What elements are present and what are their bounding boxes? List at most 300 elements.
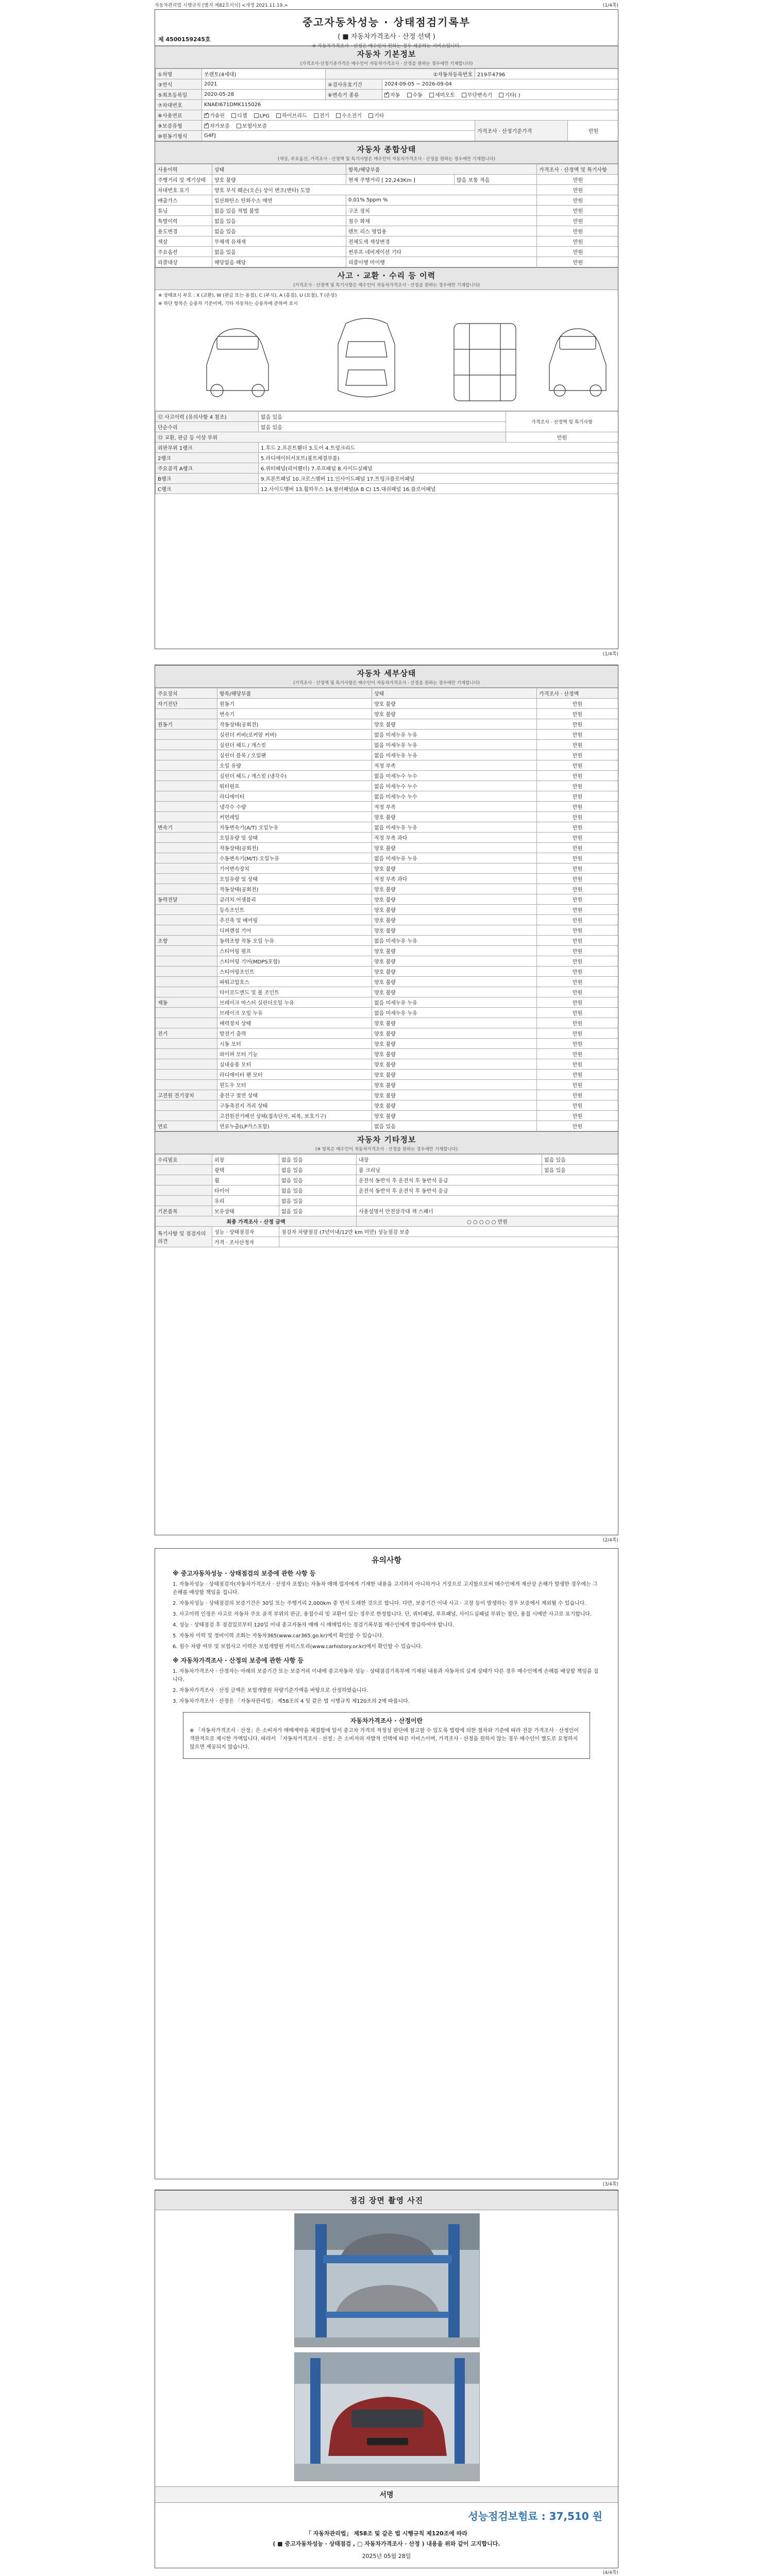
trans-opt-semi: 세미오토	[435, 93, 455, 98]
table-row	[156, 709, 618, 719]
detail-cell-state: 양호 불량	[372, 699, 537, 709]
detail-cell-price: 만원	[537, 750, 618, 760]
detail-cell-price: 만원	[537, 1008, 618, 1018]
checkbox-icon	[237, 124, 241, 128]
table-row	[156, 946, 618, 956]
general-state-table	[155, 164, 618, 267]
detail-cell-dev	[156, 781, 217, 791]
notice-title: 유의사항	[372, 1555, 401, 1565]
trans-opt-other: 기타( )	[505, 93, 520, 98]
detail-cell-state: 적정 부족 과다	[372, 874, 537, 884]
detail-cell-part: 와이퍼 모터 기능	[217, 1049, 372, 1059]
detail-cell-part: 실린더 블록 / 오일팬	[217, 750, 372, 760]
page-indicator: (1/4쪽)	[602, 3, 618, 8]
detail-state-note: (가격조사 · 산정액 및 특기사항은 매수인이 자동차가격조사 · 산정을 원하는 경우에만 기재합니다)	[293, 681, 480, 686]
photos-header	[155, 2190, 618, 2210]
detail-cell-state: 없음 미세누유 누유	[372, 936, 537, 946]
table-row: 특별이력 없음 있음 침수 화재 만원	[156, 216, 619, 226]
photos-title: 점검 장면 촬영 사진	[349, 2196, 424, 2205]
car-rear-view-icon	[549, 329, 606, 396]
table-row	[156, 956, 618, 967]
detail-cell-state: 적정 부족 과다	[372, 833, 537, 843]
table-row: 색상 무채색 유채색 전체도색 색상변경 만원	[156, 236, 619, 247]
page-number: (3/4쪽)	[602, 2182, 618, 2187]
table-row	[156, 905, 618, 915]
warranty-opt: 자가보증	[210, 124, 230, 129]
table-row: 외판부위 1랭크 1.후드 2.프론트휀더 3.도어 4.트렁크리드	[156, 443, 618, 453]
detail-cell-price: 만원	[537, 1111, 618, 1121]
form-header-bar	[155, 0, 618, 9]
reg-no-value: 219루4796	[475, 69, 619, 79]
detail-cell-part: 동력조향 작동 오일 누유	[217, 936, 372, 946]
reg-no-label: ②자동차등록번호	[326, 69, 475, 79]
checkbox-icon	[384, 93, 389, 97]
table-row	[156, 750, 618, 760]
document-title: 중고자동차성능 · 상태점검기록부	[302, 16, 470, 28]
notice-paragraph: 1. 자동차가격조사 · 산정자는 아래의 보증기간 또는 보증거리 이내에 중고자동차 성능 · 상태점검기록부에 기재된 내용과 자동차의 실제 상태가 다른 경우 매수인에게 손해를 배상할 책임을 집니다.	[173, 1669, 599, 1683]
col-part: 항목/해당부품	[217, 688, 372, 699]
detail-cell-price: 만원	[537, 1080, 618, 1090]
detail-cell-part: 작동상태(공회전)	[217, 884, 372, 894]
table-row	[156, 987, 618, 997]
detail-cell-part: 충전구 절연 상태	[217, 1090, 372, 1100]
detail-cell-part: 변속기	[217, 709, 372, 719]
detail-cell-part: 추진축 및 베어링	[217, 915, 372, 925]
price-basis-label: 가격조사 · 산정기준가격	[475, 121, 568, 141]
detail-cell-price: 만원	[537, 1049, 618, 1059]
table-row: 주요옵션 없음 있음 썬루프 네비게이션 기타 만원	[156, 247, 619, 257]
fuel-opt: 전기	[319, 113, 330, 119]
detail-cell-part: 수동변속기(M/T) 오일누유	[217, 853, 372, 863]
notice-paragraph: 2. 자동차성능 · 상태점검의 보증기간은 30일 또는 주행거리 2,000km 중 먼저 도래한 것으로 합니다. 다만, 보증기간 이내 사고 · 고장 등이 발생하는 경우 보증에서 제외될 수 있습니다.	[173, 1601, 586, 1606]
detail-cell-dev: 동력전달	[156, 894, 217, 905]
detail-cell-part: 스티어링 기어(MDPS포함)	[217, 956, 372, 967]
table-row: 리콜대상 해당없음 해당 리콜이행 미이행 만원	[156, 257, 619, 267]
detail-cell-price: 만원	[537, 894, 618, 905]
detail-cell-dev	[156, 853, 217, 863]
car-top-view-icon	[338, 318, 395, 397]
vin-value: KNAEI671DMK115026	[202, 100, 619, 110]
detail-cell-part: 시동 모터	[217, 1039, 372, 1049]
detail-cell-dev: 원동기	[156, 719, 217, 730]
inspection-photo-2	[294, 2352, 480, 2481]
table-row: 주요골격 A랭크 6.쿼터패널(리어휀더) 7.루프패널 8.사이드실패널	[156, 463, 618, 473]
detail-cell-dev	[156, 956, 217, 967]
detail-state-table	[155, 688, 618, 1131]
detail-cell-part: 디퍼렌셜 기어	[217, 925, 372, 936]
page-4	[155, 2190, 618, 2568]
detail-cell-state: 적정 부족	[372, 760, 537, 771]
detail-cell-price: 만원	[537, 997, 618, 1008]
detail-cell-price: 만원	[537, 863, 618, 874]
detail-cell-state: 양호 불량	[372, 1018, 537, 1028]
detail-cell-state: 적정 부족	[372, 802, 537, 812]
detail-cell-part: 브레이크 오일 누유	[217, 1008, 372, 1018]
detail-cell-dev	[156, 1059, 217, 1070]
fuel-opt: LPG	[259, 113, 270, 119]
table-row: 수리필요 외장 없음 있음 내장 없음 있음	[156, 1155, 618, 1165]
table-row	[156, 884, 618, 894]
accident-history-title: 사고 · 교환 · 수리 등 이력	[337, 271, 436, 280]
checkbox-icon	[204, 113, 209, 118]
detail-cell-part: 원동기	[217, 699, 372, 709]
detail-cell-dev: 고전원 전기장치	[156, 1090, 217, 1100]
detail-cell-price: 만원	[537, 1090, 618, 1100]
page-3	[155, 1548, 618, 2179]
detail-cell-part: 오일유량 및 상태	[217, 874, 372, 884]
inspector-label: 성능 · 상태점검자	[212, 1227, 279, 1237]
detail-cell-dev	[156, 987, 217, 997]
detail-cell-part: 작동상태(공회전)	[217, 843, 372, 853]
detail-cell-state: 양호 불량	[372, 1100, 537, 1111]
checkbox-icon	[336, 113, 341, 118]
detail-cell-price: 만원	[537, 1059, 618, 1070]
document-note: ※ 자동차가격조사 · 산정은 매수인이 원하는 경우 제공하는 서비스입니다.	[312, 44, 461, 49]
car-lift-photo-icon	[295, 2214, 480, 2347]
detail-cell-price: 만원	[537, 956, 618, 967]
detail-cell-part: 연료누출(LP가스포함)	[217, 1121, 372, 1131]
detail-cell-state: 양호 불량	[372, 967, 537, 977]
vin-label: ⑦차대번호	[156, 100, 202, 110]
basic-info-title: 자동차 기본정보	[357, 49, 416, 59]
detail-cell-dev	[156, 884, 217, 894]
detail-cell-dev	[156, 1049, 217, 1059]
detail-cell-part: 오일유량 및 상태	[217, 833, 372, 843]
engine-label: ⑩원동기형식	[156, 131, 202, 141]
table-row	[156, 1070, 618, 1080]
notice-paragraph: 1. 자동차성능 · 상태점검자(자동차가격조사 · 산정자 포함)는 자동차 매매 업자에게 기재한 내용을 고지하지 아니하거나 거짓으로 고지함으로써 매수인에게 재산상 손해가 발생한 경우에는 그 손해를 배상할 책임을 집니다.	[173, 1582, 598, 1596]
detail-cell-state: 양호 불량	[372, 977, 537, 987]
detail-cell-price: 만원	[537, 1039, 618, 1049]
document-subtitle: ( ■ 자동차가격조사 · 산정 선택 )	[338, 33, 435, 41]
table-row	[156, 925, 618, 936]
col-device: 주요장치	[156, 688, 217, 699]
detail-cell-state: 양호 불량	[372, 1049, 537, 1059]
table-row	[156, 997, 618, 1008]
table-row	[156, 791, 618, 802]
notice-paragraph: 4. 성능 · 상태점검 후 점검일로부터 120일 이내 중고자동차 매매 시 매매업자는 점검기록부를 매수인에게 발급하여야 합니다.	[173, 1622, 455, 1628]
notice-subtitle-1: ※ 중고자동차성능 · 상태점검의 보증에 관한 사항 등	[173, 1570, 316, 1577]
detail-cell-dev	[156, 874, 217, 884]
checkbox-icon	[499, 93, 503, 97]
detail-cell-dev	[156, 977, 217, 987]
detail-cell-state: 없음 미세누유 누유	[372, 997, 537, 1008]
detail-cell-part: 작동상태(공회전)	[217, 719, 372, 730]
detail-cell-state: 없음 미세누수 누수	[372, 781, 537, 791]
col-price: 가격조사 · 산정액 및 특기사항	[537, 164, 619, 175]
detail-cell-dev	[156, 925, 217, 936]
fuel-opt: 하이브리드	[282, 113, 307, 119]
detail-cell-state: 양호 불량	[372, 1080, 537, 1090]
detail-cell-dev: 연료	[156, 1121, 217, 1131]
final-price-row	[156, 1216, 618, 1227]
detail-cell-part: 파워고압호스	[217, 977, 372, 987]
appraisal-info-text: ※ 「자동차가격조사 · 산정」은 소비자가 매매계약을 체결함에 앞서 중고차 가격의 적정성 판단에 참고할 수 있도록 법령에 의한 절차와 기준에 따라 전문 가격조사 · 산정인이 객관적으로 제시한 가액입니다. 따라서 「자동차가격조사 · 산정」은 소비자의 자발적 선택에 따른 서비스이며, 가격조사 · 산정을 원하지 않는 경우 매수인이 별도로 요청하지 않으면 제공되지 않습니다.	[190, 1728, 579, 1750]
detail-cell-dev	[156, 709, 217, 719]
other-info-note: (※ 항목은 매수인이 자동차가격조사 · 산정을 원하는 경우에만 기재합니다)	[315, 1147, 458, 1152]
detail-cell-price: 만원	[537, 802, 618, 812]
table-row	[156, 1080, 618, 1090]
period-value: 2024-09-05 ~ 2026-09-04	[382, 79, 619, 90]
detail-cell-dev	[156, 802, 217, 812]
other-info-header	[155, 1131, 618, 1154]
car-diagram	[155, 308, 618, 411]
table-row	[156, 853, 618, 863]
table-row	[156, 1049, 618, 1059]
car-front-view-icon	[207, 329, 268, 397]
detail-cell-price: 만원	[537, 730, 618, 740]
detail-cell-dev	[156, 905, 217, 915]
detail-cell-state: 양호 불량	[372, 1039, 537, 1049]
col-state: 상태	[372, 688, 537, 699]
car-name-label: ①차명	[156, 69, 202, 79]
detail-cell-price: 만원	[537, 1018, 618, 1028]
fuel-label: ⑧사용연료	[156, 110, 202, 121]
table-row	[156, 977, 618, 987]
table-row: 용도변경 없음 있음 렌트 리스 영업용 만원	[156, 226, 619, 236]
warranty-opt: 보험사보증	[242, 124, 267, 129]
notice-section	[155, 1549, 618, 1772]
detail-cell-dev	[156, 1070, 217, 1080]
fuel-opt: 수소전기	[342, 113, 362, 119]
signature-title: 서명	[155, 2486, 618, 2503]
page-2	[155, 665, 618, 1535]
signature-section	[155, 2486, 618, 2563]
detail-cell-state: 양호 불량	[372, 956, 537, 967]
special-label: 특기사항 및 점검자의 의견	[156, 1227, 212, 1247]
table-row	[156, 1008, 618, 1018]
detail-cell-dev	[156, 833, 217, 843]
checkbox-icon	[368, 113, 373, 118]
detail-cell-part: 실린더 헤드 / 개스킷	[217, 740, 372, 750]
fuel-opt: 가솔린	[210, 113, 225, 119]
final-price-value: ○ ○ ○ ○ ○ 만원	[357, 1216, 618, 1227]
table-row	[156, 1039, 618, 1049]
detail-cell-dev	[156, 915, 217, 925]
notice-paragraph: 5. 자동차 이력 및 정비이력 조회는 자동차365(www.car365.go.kr)에서 확인할 수 있습니다.	[173, 1633, 384, 1639]
car-frame-view-icon	[454, 324, 516, 401]
signature-date: 2025년 05월 28일	[362, 2553, 411, 2560]
page-number: (2/4쪽)	[602, 1538, 618, 1543]
other-info-title: 자동차 기타정보	[357, 1135, 416, 1144]
document-number: 제 4500159245호	[158, 36, 211, 43]
other-info-table	[155, 1154, 618, 1247]
trans-options	[382, 90, 619, 100]
detail-cell-price: 만원	[537, 771, 618, 781]
basic-info-note: (가격조사·산정기준가격은 매수인이 자동차가격조사 · 산정을 원하는 경우에만 기재합니다)	[300, 61, 473, 66]
detail-cell-dev	[156, 791, 217, 802]
final-price-label: 최종 가격조사 · 산정 금액	[156, 1216, 357, 1227]
table-row: 차대번호 표기 양호 부식 훼손(오손) 상이 변조(변타) 도말 만원	[156, 185, 619, 195]
car-name-value: 쏘렌토(4세대)	[202, 69, 326, 79]
detail-state-title: 자동차 세부상태	[357, 669, 416, 678]
table-row: 배출가스 일산화탄소 탄화수소 매연 0.01% 5ppm % 만원	[156, 195, 619, 206]
table-row	[156, 1059, 618, 1070]
detail-cell-part: 커먼레일	[217, 812, 372, 822]
detail-cell-dev: 조향	[156, 936, 217, 946]
table-row	[156, 874, 618, 884]
detail-cell-dev	[156, 843, 217, 853]
detail-cell-state: 양호 불량	[372, 946, 537, 956]
table-row	[156, 843, 618, 853]
appraisal-info-box	[183, 1712, 590, 1759]
year-label: ③연식	[156, 79, 202, 90]
table-row	[156, 771, 618, 781]
detail-cell-dev: 전기	[156, 1028, 217, 1039]
first-reg-label: ⑤최초등록일	[156, 90, 202, 100]
table-row	[156, 863, 618, 874]
detail-cell-part: 실린더 커버(로커암 커버)	[217, 730, 372, 740]
detail-cell-state: 없음 미세누유 누유	[372, 740, 537, 750]
col-state: 상태	[212, 164, 346, 175]
page-number: (1/4쪽)	[602, 652, 618, 657]
detail-cell-price: 만원	[537, 977, 618, 987]
detail-cell-part: 등속조인트	[217, 905, 372, 915]
table-row	[156, 967, 618, 977]
fuel-opt: 기타	[374, 113, 384, 119]
detail-cell-part: 기어변속장치	[217, 863, 372, 874]
detail-cell-price: 만원	[537, 740, 618, 750]
detail-cell-dev	[156, 760, 217, 771]
detail-cell-price: 만원	[537, 967, 618, 977]
detail-cell-dev	[156, 946, 217, 956]
detail-cell-price: 만원	[537, 781, 618, 791]
detail-cell-state: 없음 미세누수 누수	[372, 771, 537, 781]
table-row	[156, 699, 618, 709]
detail-cell-dev	[156, 1100, 217, 1111]
detail-cell-dev	[156, 812, 217, 822]
notice-paragraph: 3. 사고이력 인정은 사고로 자동차 주요 골격 부위의 판금, 용접수리 및 교환이 있는 경우로 한정합니다. 단, 쿼터패널, 루프패널, 사이드실패널 부위는 절단, 용접 시에만 사고로 표기합니다.	[173, 1612, 592, 1617]
detail-cell-part: 오일 유량	[217, 760, 372, 771]
detail-cell-price: 만원	[537, 760, 618, 771]
table-row	[156, 1100, 618, 1111]
detail-cell-state: 없음 있음	[372, 1121, 537, 1131]
appraiser-row	[156, 1237, 618, 1247]
detail-cell-dev	[156, 1008, 217, 1018]
detail-cell-dev	[156, 1080, 217, 1090]
detail-cell-price: 만원	[537, 833, 618, 843]
detail-cell-part: 실내송풍 모터	[217, 1059, 372, 1070]
detail-cell-price: 만원	[537, 905, 618, 915]
col-item: 항목/해당부품	[346, 164, 537, 175]
detail-cell-dev	[156, 750, 217, 760]
special-row	[156, 1227, 618, 1237]
detail-cell-part: 라디에이터 팬 모터	[217, 1070, 372, 1080]
table-row	[156, 1121, 618, 1131]
table-row	[156, 1018, 618, 1028]
detail-cell-part: 타이로드엔드 및 볼 조인트	[217, 987, 372, 997]
detail-cell-part: 스티어링 펌프	[217, 946, 372, 956]
detail-cell-price: 만원	[537, 884, 618, 894]
detail-cell-state: 양호 불량	[372, 709, 537, 719]
detail-cell-part: 발전기 출력	[217, 1028, 372, 1039]
first-reg-value: 2020-05-28	[202, 90, 326, 100]
checkbox-icon	[429, 93, 434, 97]
detail-cell-dev	[156, 1018, 217, 1028]
detail-cell-state: 양호 불량	[372, 812, 537, 822]
detail-cell-state: 양호 불량	[372, 894, 537, 905]
table-row: 2랭크 5.라디에이터서포트(볼트체결부품)	[156, 453, 618, 463]
inspection-photo-1	[294, 2213, 480, 2347]
detail-cell-price: 만원	[537, 699, 618, 709]
law-statement-2: ( ■ 중고자동차성능 · 상태점검 , □ 자동차가격조사 · 산정 ) 내용을 위와 같이 고지합니다.	[273, 2540, 500, 2547]
insurance-fee: 성능점검보험료 : 37,510 원	[468, 2510, 602, 2522]
appraiser-value	[279, 1237, 618, 1247]
detail-cell-price: 만원	[537, 946, 618, 956]
warranty-options	[202, 121, 475, 131]
detail-cell-state: 양호 불량	[372, 915, 537, 925]
fuel-options	[202, 110, 619, 121]
trans-opt-auto: 자동	[390, 93, 400, 98]
detail-cell-state: 양호 불량	[372, 987, 537, 997]
basic-info-table	[155, 69, 618, 141]
law-statement: 「 자동차관리법」 제58조 및 같은 법 시행규칙 제120조에 따라	[305, 2530, 468, 2537]
detail-cell-state: 양호 불량	[372, 719, 537, 730]
detail-cell-dev	[156, 1111, 217, 1121]
detail-cell-dev	[156, 1039, 217, 1049]
detail-cell-state: 없음 미세누유 누유	[372, 750, 537, 760]
trans-opt-cvt: 무단변속기	[467, 93, 493, 98]
notice-subtitle-2: ※ 자동차가격조사 · 산정의 보증에 관한 사항 등	[173, 1657, 304, 1664]
detail-cell-state: 양호 불량	[372, 843, 537, 853]
detail-cell-price: 만원	[537, 843, 618, 853]
checkbox-icon	[407, 93, 412, 97]
detail-cell-state: 양호 불량	[372, 863, 537, 874]
detail-cell-dev	[156, 967, 217, 977]
detail-cell-price: 만원	[537, 1028, 618, 1039]
accident-history-note: (가격조사 · 산정액 및 특기사항은 매수인이 자동차가격조사 · 산정을 원하는 경우에만 기재합니다)	[293, 283, 480, 288]
trans-opt-manual: 수동	[412, 93, 423, 98]
table-row: 광택 없음 있음 룸 크리닝 없음 있음	[156, 1165, 618, 1175]
table-row	[156, 936, 618, 946]
warranty-label: ⑨보증유형	[156, 121, 202, 131]
table-row	[156, 822, 618, 833]
detail-cell-dev: 자기진단	[156, 699, 217, 709]
table-row: ⑫ 사고이력 (유의사항 4 참조) 없음 있음 가격조사 · 산정액 및 특기사항	[156, 412, 618, 422]
table-row	[156, 802, 618, 812]
detail-cell-price: 만원	[537, 719, 618, 730]
appraiser-label: 가격 · 조사산정자	[212, 1237, 279, 1247]
car-diagram-svg	[155, 308, 618, 411]
detail-cell-price: 만원	[537, 822, 618, 833]
engine-value: G4FJ	[202, 131, 475, 141]
general-state-note: (색상, 주요옵션, 가격조사 · 산정액 및 특기사항은 매수인이 자동차가격조사 · 산정을 원하는 경우에만 기재합니다)	[277, 157, 496, 162]
page-1	[155, 9, 618, 649]
table-row	[156, 1090, 618, 1100]
page-number: (4/4쪽)	[602, 2570, 618, 2575]
detail-cell-state: 양호 불량	[372, 884, 537, 894]
checkbox-icon	[314, 113, 318, 118]
detail-cell-price: 만원	[537, 987, 618, 997]
detail-cell-part: 자동변속기(A/T) 오일누유	[217, 822, 372, 833]
table-row	[156, 781, 618, 791]
detail-cell-price: 만원	[537, 874, 618, 884]
detail-cell-price: 만원	[537, 1070, 618, 1080]
detail-cell-dev: 제동	[156, 997, 217, 1008]
detail-cell-dev	[156, 863, 217, 874]
detail-state-header	[155, 665, 618, 688]
detail-cell-state: 양호 불량	[372, 1028, 537, 1039]
table-row: 기본품목 보유상태 없음 있음 사용설명서 안전삼각대 잭 스패너	[156, 1206, 618, 1216]
detail-cell-state: 양호 불량	[372, 1090, 537, 1100]
table-row: 튜닝 없음 있음 적법 불법 구조 장치 만원	[156, 206, 619, 216]
detail-cell-part: 클러치 어셈블리	[217, 894, 372, 905]
basic-info-header	[155, 46, 618, 69]
table-row	[156, 719, 618, 730]
table-row	[156, 812, 618, 822]
table-row: C랭크 12.사이드멤버 13.휠하우스 14.필러패널(A B C) 15.대쉬패널 16.플로어패널	[156, 484, 618, 494]
col-usage: 사용이력	[156, 164, 212, 175]
